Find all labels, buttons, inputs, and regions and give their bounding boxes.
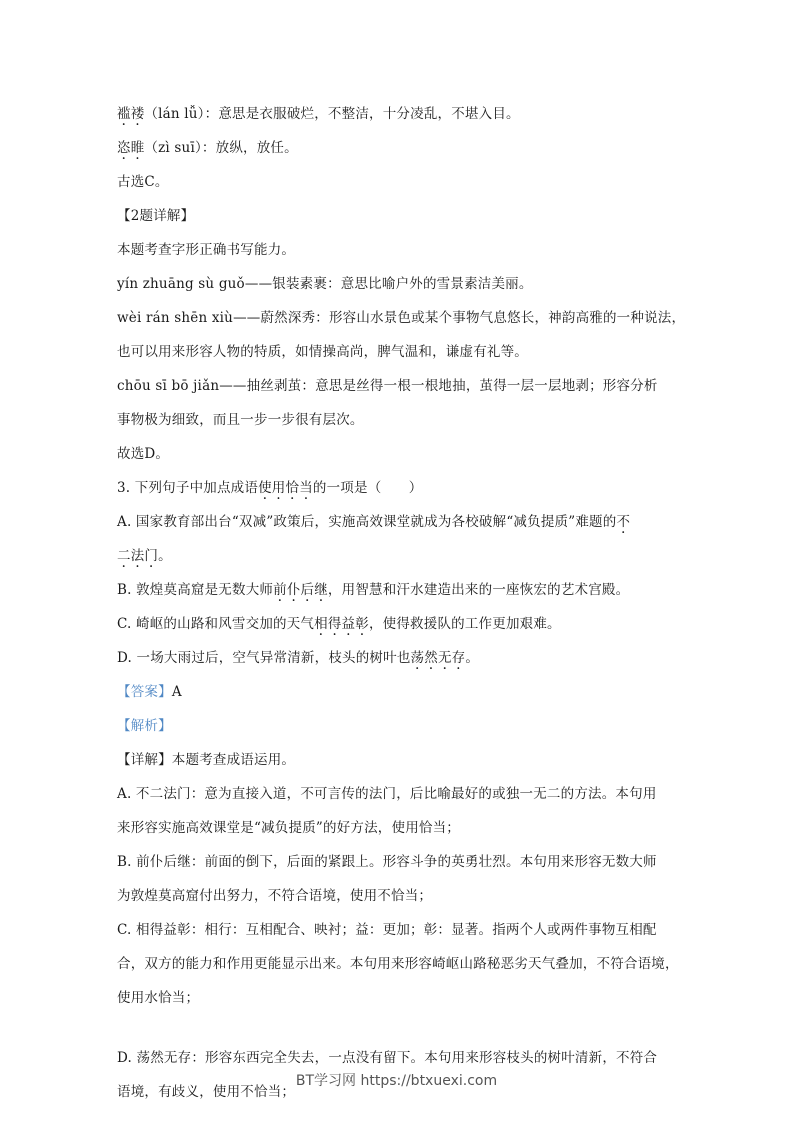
text-line	[117, 573, 677, 607]
text-run: B. 敦煌莫高窟是无数大师	[117, 582, 274, 598]
emphasized-char: 前	[273, 582, 287, 598]
text-run: 事物极为细致，而且一步一步很有层次。	[117, 412, 364, 428]
emphasized-char: 然	[424, 650, 438, 666]
text-line	[117, 199, 677, 233]
emphasized-char: 存	[451, 650, 466, 666]
text-run: D. 一场大雨过后，空气异常清新，枝头的树叶也	[117, 650, 411, 666]
text-line	[117, 947, 677, 981]
text-run: 【详解】本题考查成语运用。	[117, 752, 296, 768]
text-line	[117, 403, 677, 437]
text-run: 为敦煌莫高窟付出努力，不符合语境，使用不恰当；	[117, 888, 433, 904]
text-run: 古选C。	[117, 174, 169, 190]
section-label: 【答案】	[117, 684, 172, 700]
text-run: A. 不二法门：意为直接入道，不可言传的法门，后比喻最好的或独一无二的方法。本句用	[117, 786, 657, 802]
emphasized-char: 门	[144, 548, 159, 564]
text-line	[117, 97, 677, 131]
text-run: C. 相得益彰：相行：互相配合、映衬；益：更加；彰：显著。指两个人或两件事物互相配	[117, 922, 657, 938]
text-run: wèi rán shēn xiù——蔚然深秀：形容山水景色或某个事物气息悠长，神韵高雅的一种说法，	[117, 310, 686, 326]
text-run: C. 崎岖的山路和风雪交加的天气	[117, 616, 315, 632]
emphasized-char: 彰	[355, 616, 369, 632]
emphasized-char: 恰	[285, 480, 300, 496]
text-run: D. 荡然无存：形容东西完全失去，一点没有留下。本句用来形容枝头的树叶清新，不符合	[117, 1050, 658, 1066]
text-run: 语境，有歧义，使用不恰当；	[117, 1084, 296, 1100]
emphasized-char: 继	[314, 582, 328, 598]
emphasized-char: 褛	[130, 106, 145, 122]
text-run: 也可以用来形容人物的特质，如情操高尚，脾气温和，谦虚有礼等。	[117, 344, 528, 360]
emphasized-char: 用	[271, 480, 286, 496]
text-run: 本题考查字形正确书写能力。	[117, 242, 296, 258]
text-line	[117, 743, 677, 777]
text-line	[117, 981, 677, 1015]
text-run: （lán lǚ）：意思是衣服破烂，不整洁，十分凌乱，不堪入目。	[144, 106, 520, 122]
text-line	[117, 267, 677, 301]
emphasized-char: 不	[616, 514, 631, 530]
emphasized-char: 得	[327, 616, 342, 632]
text-line	[117, 437, 677, 471]
emphasized-char: 使	[258, 480, 272, 496]
text-run: B. 前仆后继：前面的倒下，后面的紧跟上。形容斗争的英勇壮烈。本句用来形容无数大师	[117, 854, 657, 870]
text-line	[117, 607, 677, 641]
paragraph-gap	[117, 1015, 677, 1041]
text-run: 合，双方的能力和作用更能显示出来。本句用来形容崎岖山路秘恶劣天气叠加，不符合语境，	[117, 956, 679, 972]
text-run: chōu sī bō jiǎn——抽丝剥茧：意思是丝得一根一根地抽，茧得一层一层地剥；形容分析	[117, 378, 658, 394]
emphasized-char: 睢	[130, 140, 145, 156]
text-line	[117, 131, 677, 165]
text-line	[117, 811, 677, 845]
text-run: ，使得救援队的工作更加艰难。	[368, 616, 561, 632]
text-line	[117, 913, 677, 947]
emphasized-char: 仆	[286, 582, 301, 598]
text-run: yín zhuāng sù guǒ——银装素裹：意思比喻户外的雪景素洁美丽。	[117, 276, 533, 292]
text-run: A. 国家教育部出台“双减”政策后，实施高效课堂就成为各校破解“减负提质”难题的	[117, 514, 617, 530]
text-line	[117, 709, 677, 743]
text-run: 来形容实施高效课堂是“减负提质”的好方法，使用恰当；	[117, 820, 461, 836]
text-run: 【2题详解】	[117, 208, 195, 224]
emphasized-char: 褴	[117, 106, 131, 122]
text-line	[117, 471, 677, 505]
text-line	[117, 845, 677, 879]
text-run: 使用水恰当；	[117, 990, 200, 1006]
text-line	[117, 233, 677, 267]
text-run: ，用智慧和汗水建造出来的一座恢宏的艺术宫殿。	[327, 582, 630, 598]
text-run: 3. 下列句子中加点成语	[117, 480, 259, 496]
emphasized-char: 无	[437, 650, 452, 666]
emphasized-char: 恣	[117, 140, 131, 156]
emphasized-char: 当	[299, 480, 313, 496]
text-run: （zì suī）：放纵，放任。	[144, 140, 298, 156]
text-line	[117, 641, 677, 675]
text-run: 。	[158, 548, 172, 564]
text-line	[117, 505, 677, 539]
text-line	[117, 879, 677, 913]
text-line	[117, 165, 677, 199]
text-run: 故选D。	[117, 446, 170, 462]
text-run: 的一项是（ ）	[312, 480, 423, 496]
text-line	[117, 369, 677, 403]
emphasized-char: 荡	[410, 650, 425, 666]
emphasized-char: 相	[314, 616, 328, 632]
document-body	[117, 97, 686, 1109]
text-line	[117, 539, 677, 573]
text-line	[117, 675, 677, 709]
text-run: A	[171, 684, 182, 700]
footer-watermark: BT学习网 https://btxuexi.com	[295, 1073, 498, 1089]
emphasized-char: 益	[341, 616, 356, 632]
emphasized-char: 法	[130, 548, 145, 564]
section-label: 【解析】	[117, 718, 172, 734]
text-line	[117, 335, 677, 369]
emphasized-char: 后	[300, 582, 315, 598]
text-run: 。	[465, 650, 480, 666]
text-line	[117, 301, 686, 335]
emphasized-char: 二	[117, 548, 131, 564]
text-line	[117, 777, 677, 811]
